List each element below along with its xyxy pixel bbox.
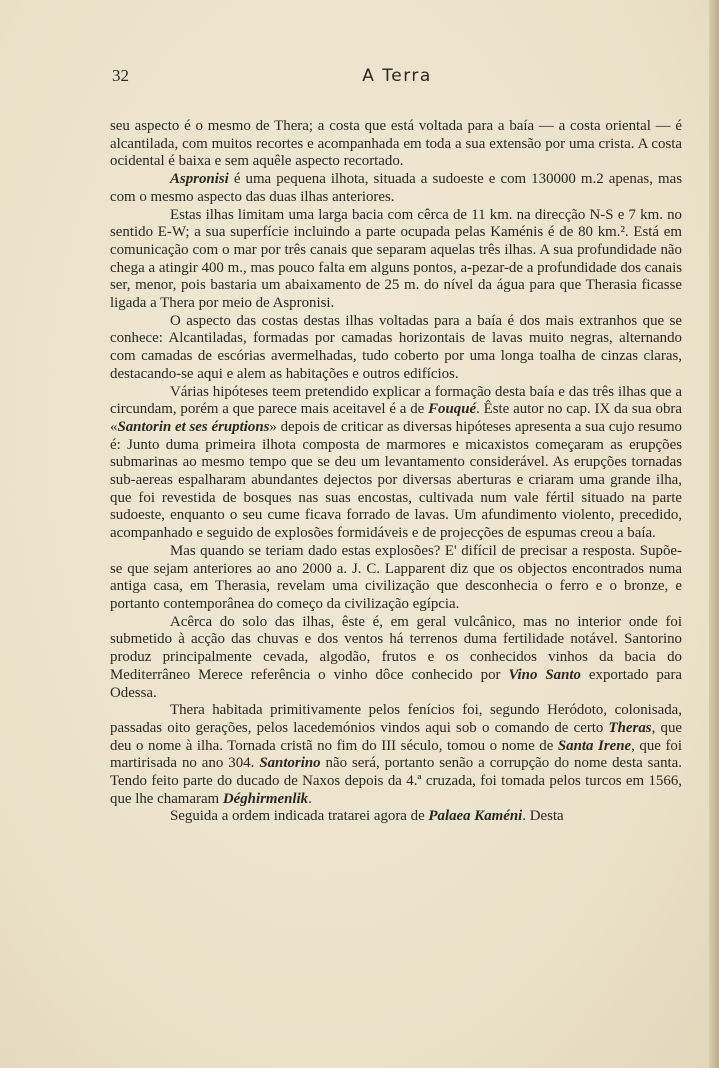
paragraph	[110, 171, 682, 206]
paragraph-text: . Êste autor no cap. IX da sua obra «	[110, 401, 682, 435]
paragraph-text: O aspecto das costas destas ilhas voltadas para a baía é dos mais extranhos que se conhece: Alcantiladas, formadas por camadas horizontais de lavas muito negras, alternando com camadas de escórias avermelhadas, tudo coberto por uma longa toalha de cinzas claras, destacando-se aqui e alem as habitações e outros edifícios.	[110, 312, 682, 382]
paragraph-text: Thera habitada primitivamente pelos fenícios foi, segundo Heródoto, colonisada, passadas oito gerações, pelos lacedemónios vindos aqui sob o comando de certo	[110, 702, 682, 736]
paragraph	[110, 614, 682, 703]
paragraph-text: é uma pequena ilhota, situada a sudoeste e com 130000 m.2 apenas, mas com o mesmo aspecto das duas ilhas anteriores.	[110, 171, 682, 205]
paragraph	[110, 702, 682, 808]
paragraph-text: , que deu o nome à ilha. Tornada cristã no fim do III século, tomou o nome de	[110, 719, 682, 754]
emphasized-term: Santorin et ses éruptions	[117, 418, 270, 435]
page-edge-shadow	[709, 0, 719, 1068]
paragraph-text: exportado para Odessa.	[110, 666, 683, 701]
emphasized-term: Santa Irene	[557, 737, 632, 754]
body-text	[110, 118, 682, 826]
page-number: 32	[112, 66, 129, 85]
paragraph	[110, 313, 682, 384]
paragraph-text: Acêrca do solo das ilhas, êste é, em geral vulcânico, mas no interior onde foi submetido à acção das chuvas e dos ventos há terrenos duma fertilidade notável. Santorino produz principalmente cevada, algodão, frutos e os conhecidos vinhos da bacia do Mediterrâneo Merece referência o vinho dôce conhecido por	[110, 613, 682, 683]
paragraph-text: Seguida a ordem indicada tratarei agora de	[170, 808, 429, 825]
paragraph	[110, 207, 682, 313]
emphasized-term: Vino Santo	[508, 666, 581, 683]
emphasized-term: Aspronisi	[170, 171, 229, 188]
paragraph	[110, 808, 682, 826]
emphasized-term: Fouqué	[428, 401, 477, 418]
paragraph	[110, 543, 682, 614]
paragraph-text: Estas ilhas limitam uma larga bacia com cêrca de 11 km. na direcção N-S e 7 km. no sentido E-W; a sua superfície incluindo a parte ocupada pelas Kaménis é de 80 km.². Está em comunicação com o mar por três canais que separam aquelas três ilhas. A sua profundidade não chega a atingir 400 m., mas pouco falta em alguns pontos, a-pezar-de a profundidade dos canais ser, menor, pois bastaria um abaixamento de 25 m. do nível da água para que Therasia ficasse ligada a Thera por meio de Aspronisi.	[110, 206, 682, 312]
paragraph-text: Mas quando se teriam dado estas explosões? E' difícil de precisar a resposta. Supõe-se que sejam anteriores ao ano 2000 a. J. C. Lapparent diz que os objectos encontrados numa antiga casa, em Therasia, revelam uma civilização que desconhecia o ferro e o bronze, e portanto contemporânea do começo da civilização egípcia.	[110, 542, 682, 612]
paragraph-text: » depois de criticar as diversas hipóteses apresenta a sua cujo resumo é: Junto duma primeira ilhota composta de marmores e micaxistos começaram as erupções submarinas ao mesmo tempo que se deu um levantamento considerável. As erupções tornadas sub-aereas espalharam abundantes dejectos por diversas aberturas e criaram uma grande ilha, que foi revestida de bosques nas suas encostas, cultivada num vale fértil situado na parte sudoeste, enquanto o seu cume ficava forrado de lavas. Um afundimento violento, precedido, acompanhado e seguido de explosões formidáveis e de projecções de espumas creou a baía.	[110, 418, 682, 542]
paragraph-text: , que foi martirisada no ano 304.	[110, 737, 683, 772]
running-title: A Terra	[362, 66, 432, 86]
emphasized-term: Déghirmenlik	[222, 790, 309, 807]
paragraph	[110, 384, 682, 543]
emphasized-term: Theras	[608, 719, 652, 736]
page-header	[112, 66, 682, 90]
paragraph-text: Várias hipóteses teem pretendido explicar a formação desta baía e das três ilhas que a circundam, porém a que parece mais aceitavel é a de	[110, 383, 682, 418]
paragraph-text: não será, portanto senão a corrupção do nome desta santa. Tendo feito parte do ducado de Naxos depois da 4.ª cruzada, foi tomada pelos turcos em 1566, que lhe chamaram	[110, 755, 682, 807]
paragraph-text: .	[308, 790, 312, 807]
paragraph-text: . Desta	[522, 808, 564, 825]
paragraph-text: seu aspecto é o mesmo de Thera; a costa que está voltada para a baía — a costa oriental — é alcantilada, com muitos recortes e acompanhada em toda a sua extensão por uma crista. A costa ocidental é baixa e sem aquêle aspecto recortado.	[110, 118, 682, 170]
emphasized-term: Santorino	[259, 755, 321, 772]
paragraph	[110, 118, 682, 171]
emphasized-term: Palaea Kaméni	[428, 808, 523, 825]
